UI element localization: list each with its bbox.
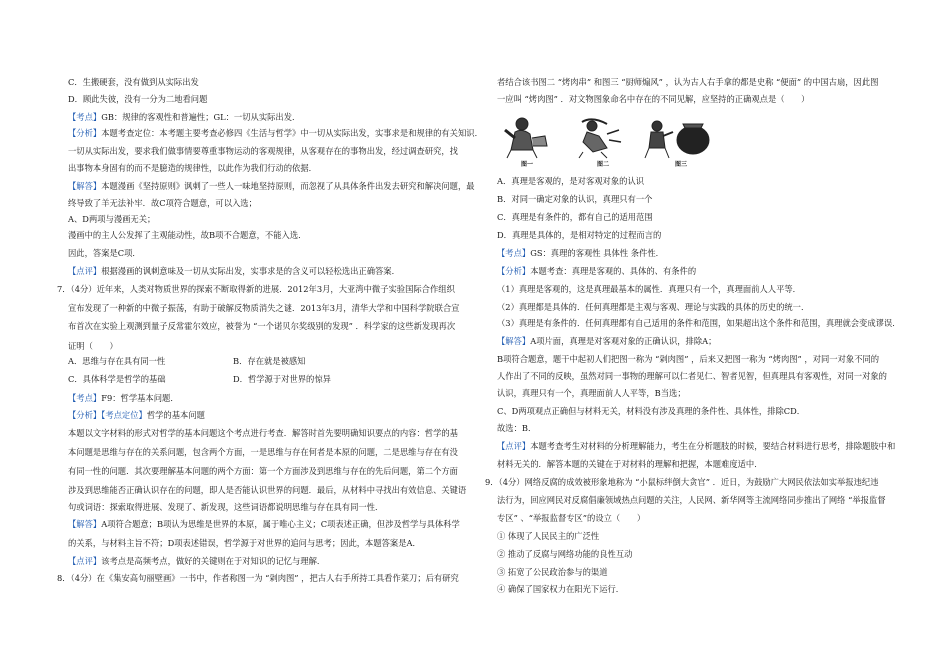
line-text: 人作出了不同的反映，虽然对同一事物的理解可以仁者见仁、智者见智，但真理具有客观性，对同一对象的 — [497, 371, 887, 381]
left-text-line — [68, 93, 207, 105]
figure-one-caption: 图一 — [521, 161, 534, 168]
left-text-line — [68, 340, 118, 352]
left-text-line — [68, 127, 483, 139]
right-text-line — [497, 494, 886, 506]
section-tag: 【点评】 — [68, 266, 102, 276]
figure-two-drawing — [579, 119, 621, 158]
left-text-line — [68, 555, 325, 567]
right-text-line — [497, 387, 686, 399]
figure-two-caption: 图二 — [597, 161, 610, 168]
right-text-line — [497, 76, 878, 88]
line-text: 认识，真理只有一个，真理面前人人平等，B当选； — [497, 388, 686, 398]
line-text: 的关系，与材料主旨不符；D项表述错误，哲学源于对世界的追问与思考；因此，本题答案是A． — [68, 538, 421, 548]
line-text: 者结合该书图二 “烤肉串” 和图三 “厨师煽风” ，认为古人右手拿的都是史称 “便面” 的中国古扇，因此图 — [497, 77, 879, 87]
line-text: （1）真理是客观的，这是真理最基本的属性．真理只有一个，真理面前人人平等． — [497, 284, 801, 294]
line-text: 涉及到思维能否正确认识存在的问题，即人是否能认识世界的问题．最后，从材料中寻找出有效信息、关键语 — [68, 485, 467, 495]
right-text-line — [497, 193, 652, 205]
line-text: 宣布发现了一种新的中微子振荡，有助于破解反物质消失之谜．2013年3月，清华大学和中国科学院联合宣 — [68, 303, 460, 313]
right-text-line — [497, 353, 879, 365]
line-text: 本题考查考生对材料的分析理解能力，考生在分析题肢的时候，要结合材料进行思考，排除题肢中和 — [530, 441, 896, 451]
line-text: 一应叫 “烤肉图” ．对文物图象命名中存在的不同见解，应坚持的正确观点是（ ） — [497, 94, 810, 104]
left-text-line — [68, 265, 400, 277]
line-text: 专区” 、“举报监督专区”的设立（ ） — [497, 513, 646, 523]
line-text: ① 体现了人民民主的广泛性 — [497, 531, 600, 541]
line-text: 漫画中的主人公发挥了主观能动性，故B项不合题意，不能入选． — [68, 230, 307, 240]
right-text-line — [497, 247, 664, 259]
section-tag: 【分析】【考点定位】 — [68, 410, 147, 420]
left-text-line — [68, 145, 458, 157]
line-text: A．思维与存在具有同一性 — [68, 356, 166, 366]
right-text-line — [497, 229, 661, 241]
line-text: D．真理是具体的，是相对特定的过程而言的 — [497, 230, 662, 240]
section-tag: 【分析】 — [68, 128, 102, 138]
right-text-line — [485, 476, 879, 488]
right-text-line — [497, 548, 632, 560]
line-text: 本题考查：真理是客观的、具体的、有条件的 — [530, 266, 697, 276]
section-tag: 【点评】 — [497, 441, 531, 451]
line-text: C．具体科学是哲学的基础 — [68, 374, 166, 384]
line-text: C．生搬硬套，没有做到从实际出发 — [68, 77, 199, 87]
figure-three-drawing — [645, 121, 709, 158]
right-text-line — [497, 440, 895, 452]
left-text-line — [68, 229, 306, 241]
left-text-line — [68, 111, 300, 123]
line-text: 故选：B． — [497, 423, 537, 433]
line-text: ③ 拓宽了公民政治参与的渠道 — [497, 567, 608, 577]
right-text-line — [497, 175, 644, 187]
line-text: 本题以文字材料的形式对哲学的基本问题这个考点进行考查．解答时首先要明确知识要点的内容：哲学的基 — [68, 428, 458, 438]
line-text: 一切从实际出发，要求我们做事情要尊重事物运动的客观规律，从客观存在的事物出发，经过调查研究，找 — [68, 146, 458, 156]
section-tag: 【解答】 — [68, 519, 102, 529]
left-text-line — [68, 409, 205, 421]
left-text-line — [68, 484, 466, 496]
right-text-line — [497, 583, 624, 595]
line-text: C、D两项观点正确但与材料无关，材料没有涉及真理的条件性、具体性，排除CD． — [497, 406, 806, 416]
line-text: 本问题是思维与存在的关系问题，包含两个方面，一是思维与存在何者是本原的问题，二是思维与存在有没 — [68, 447, 458, 457]
line-text: C．真理是有条件的，都有自己的适用范围 — [497, 212, 653, 222]
right-text-line — [497, 93, 809, 105]
line-text: GS：真理的客观性 具体性 条件性． — [530, 248, 664, 258]
left-text-line — [68, 446, 458, 458]
line-text: ④ 确保了国家权力在阳光下运行． — [497, 584, 625, 594]
right-text-line — [497, 512, 645, 524]
line-text: （2）真理都是具体的．任何真理都是主观与客观、理论与实践的具体的历史的统一． — [497, 302, 810, 312]
left-text-line — [68, 355, 165, 367]
line-text: 法行为，回应网民对反腐倡廉领域热点问题的关注，人民网、新华网等主流网络同步推出了网络 “举报监督 — [497, 495, 886, 505]
line-text: D．顾此失彼，没有一分为二地看问题 — [68, 94, 208, 104]
line-text: （3）真理是有条件的．任何真理都有自己适用的条件和范围，如果超出这个条件和范围，真理就会变成谬误． — [497, 318, 901, 328]
right-text-line — [497, 405, 805, 417]
line-text: 有同一性的问题．其次要理解基本问题的两个方面：第一个方面涉及到思维与存在的先后问题，第二个方面 — [68, 466, 458, 476]
figure-three-caption: 图三 — [675, 161, 688, 168]
right-text-line — [497, 458, 763, 470]
left-text-line — [68, 197, 257, 209]
section-tag: 【解答】 — [68, 181, 102, 191]
line-text: 终导致了羊无法补牢．故C项符合题意，可以入选； — [68, 198, 257, 208]
right-text-line — [497, 301, 809, 313]
section-tag: 【解答】 — [497, 336, 531, 346]
right-text-line — [497, 283, 801, 295]
right-text-line — [497, 317, 901, 329]
line-text: 出事物本身固有的而不是臆造的规律性，以此作为我们行动的依据． — [68, 163, 317, 173]
q7-option-d: D．哲学源于对世界的惊异 — [233, 374, 331, 384]
left-text-line — [68, 247, 141, 259]
figure-one-drawing — [505, 118, 547, 158]
section-tag: 【考点】 — [497, 248, 531, 258]
line-text: A项片面，真理是对客观对象的正确认识，排除A； — [530, 336, 717, 346]
left-text-line — [68, 320, 455, 332]
line-text: B．对同一确定对象的认识，真理只有一个 — [497, 194, 653, 204]
right-text-line — [497, 530, 599, 542]
right-text-line — [497, 265, 696, 277]
line-text: 8．（4分）在《集安高句丽壁画》一书中，作者称图一为 “剁肉图” ，把古人右手所持工具看作菜刀；后有研究 — [57, 573, 459, 583]
line-text: B项符合题意，题干中起初人们把图一称为 “剁肉图” ，后来又把图一称为 “烤肉图” ，对同一对象不同的 — [497, 354, 880, 364]
line-text: A、D两项与漫画无关； — [68, 214, 156, 224]
left-text-line — [68, 213, 155, 225]
left-text-line — [68, 373, 166, 385]
line-text: A项符合题意；B项认为思维是世界的本原，属于唯心主义；C项表述正确，但涉及哲学与具体科学 — [101, 519, 460, 529]
right-text-line — [497, 211, 653, 223]
left-text-line — [68, 162, 317, 174]
right-text-line — [497, 566, 608, 578]
line-text: 根据漫画的讽刺意味及一切从实际出发，实事求是的含义可以轻松选出正确答案． — [101, 266, 400, 276]
left-text-line — [68, 501, 383, 513]
section-tag: 【考点】 — [68, 112, 102, 122]
left-text-line — [68, 392, 179, 404]
left-text-line — [68, 76, 199, 88]
line-text: 该考点是高频考点，做好的关键则在于对知识的记忆与理解． — [101, 556, 326, 566]
line-text: GB：规律的客观性和普遍性；GL：一切从实际出发． — [101, 112, 301, 122]
line-text: 布首次在实验上观测到量子反常霍尔效应，被誉为 “一个诺贝尔奖级别的发现” ．科学家的这些新发现再次 — [68, 321, 456, 331]
left-text-line — [68, 537, 421, 549]
figure-illustrations — [497, 112, 727, 170]
left-text-line — [68, 180, 475, 192]
line-text: 句或词语：探索取得进展、发现了、新发现，这些词语都说明思维与存在具有同一性． — [68, 502, 384, 512]
line-text: 证明（ ） — [68, 341, 118, 351]
line-text: 因此，答案是C项． — [68, 248, 141, 258]
left-text-line — [68, 465, 458, 477]
section-tag: 【分析】 — [497, 266, 531, 276]
section-tag: 【点评】 — [68, 556, 102, 566]
line-text: 本题漫画《坚持原则》讽刺了一些人一味地坚持原则，而忽视了从具体条件出发去研究和解决问题，最 — [101, 181, 475, 191]
left-text-line — [68, 518, 460, 530]
left-text-line — [68, 302, 459, 314]
line-text: A．真理是客观的，是对客观对象的认识 — [497, 176, 645, 186]
left-text-line — [68, 427, 458, 439]
right-text-line — [497, 335, 716, 347]
line-text: 9．（4分）网络反腐的成效被形象地称为 “小鼠标绊倒大贪官” ．近日，为鼓励广大网民依法如实举报违纪违 — [485, 477, 879, 487]
section-tag: 【考点】 — [68, 393, 102, 403]
left-text-line — [57, 572, 459, 584]
left-text-line — [57, 283, 455, 295]
line-text: 材料无关的．解答本题的关键在于对材料的理解和把握，本题难度适中． — [497, 459, 763, 469]
q7-option-b: B．存在就是被感知 — [233, 356, 306, 366]
line-text: ② 推动了反腐与网络功能的良性互动 — [497, 549, 633, 559]
right-text-line — [497, 422, 536, 434]
right-text-line — [497, 370, 887, 382]
line-text: F9：哲学基本问题． — [101, 393, 179, 403]
line-text: 哲学的基本问题 — [146, 410, 205, 420]
line-text: 7．（4分）近年来，人类对物质世界的探索不断取得新的进展．2012年3月，大亚湾中微子实验国际合作组织 — [57, 284, 455, 294]
line-text: 本题考查定位：本考题主要考查必修四《生活与哲学》中一切从实际出发，实事求是和规律的有关知识． — [101, 128, 483, 138]
